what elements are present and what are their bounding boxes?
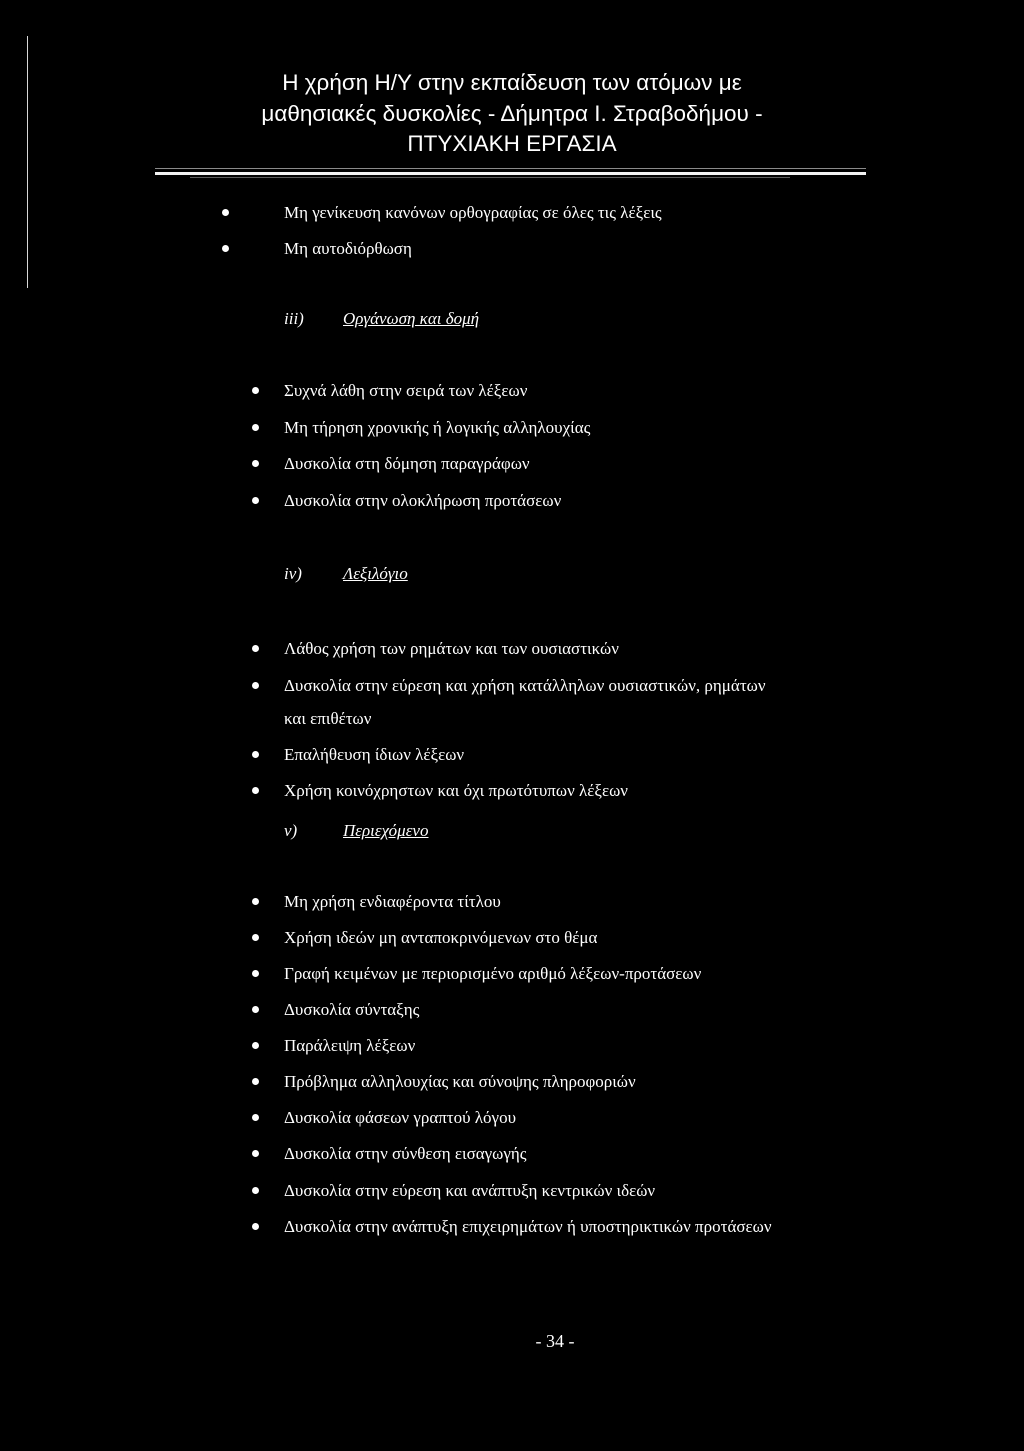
list-item: Μη γενίκευση κανόνων ορθογραφίας σε όλες τις λέξεις bbox=[284, 203, 662, 222]
header-line-3: ΠΤΥΧΙΑΚΗ ΕΡΓΑΣΙΑ bbox=[407, 131, 617, 156]
header-rule bbox=[155, 172, 866, 175]
list-item: Δυσκολία φάσεων γραπτού λόγου bbox=[284, 1108, 516, 1127]
section-number: v) bbox=[284, 821, 298, 840]
header-rule-thin bbox=[155, 168, 866, 169]
bullet-icon bbox=[252, 460, 259, 467]
bullet-icon bbox=[252, 682, 259, 689]
section-title: Περιεχόμενο bbox=[343, 821, 429, 840]
list-item: Δυσκολία στην ανάπτυξη επιχειρημάτων ή υποστηρικτικών προτάσεων bbox=[284, 1217, 772, 1236]
section-number: iii) bbox=[284, 309, 304, 328]
list-item: Συχνά λάθη στην σειρά των λέξεων bbox=[284, 381, 528, 400]
list-item: Μη τήρηση χρονικής ή λογικής αλληλουχίας bbox=[284, 418, 591, 437]
bullet-icon bbox=[252, 751, 259, 758]
header-line-2: μαθησιακές δυσκολίες - Δήμητρα Ι. Στραβοδήμου - bbox=[261, 100, 763, 126]
bullet-icon bbox=[252, 970, 259, 977]
section-title: Οργάνωση και δομή bbox=[343, 309, 480, 328]
bullet-icon bbox=[252, 1042, 259, 1049]
bullet-icon bbox=[252, 1223, 259, 1230]
bullet-icon bbox=[222, 209, 229, 216]
bullet-icon bbox=[252, 1150, 259, 1157]
list-item-continuation: και επιθέτων bbox=[284, 709, 372, 728]
running-header bbox=[0, 68, 1024, 160]
bullet-icon bbox=[252, 1114, 259, 1121]
list-item: Μη αυτοδιόρθωση bbox=[284, 239, 412, 258]
list-item: Δυσκολία σύνταξης bbox=[284, 1000, 420, 1019]
list-item: Δυσκολία στη δόμηση παραγράφων bbox=[284, 454, 530, 473]
bullet-icon bbox=[252, 898, 259, 905]
page-number: - 34 - bbox=[535, 1331, 575, 1351]
bullet-icon bbox=[252, 497, 259, 504]
list-item: Χρήση κοινόχρηστων και όχι πρωτότυπων λέξεων bbox=[284, 781, 628, 800]
bullet-icon bbox=[252, 387, 259, 394]
list-item: Δυσκολία στην εύρεση και χρήση κατάλληλων ουσιαστικών, ρημάτων bbox=[284, 676, 766, 695]
bullet-icon bbox=[252, 934, 259, 941]
list-item: Δυσκολία στην σύνθεση εισαγωγής bbox=[284, 1144, 527, 1163]
bullet-icon bbox=[252, 424, 259, 431]
section-number: iv) bbox=[284, 564, 302, 583]
bullet-icon bbox=[222, 245, 229, 252]
list-item: Πρόβλημα αλληλουχίας και σύνοψης πληροφοριών bbox=[284, 1072, 636, 1091]
section-title: Λεξιλόγιο bbox=[343, 564, 408, 583]
list-item: Επαλήθευση ίδιων λέξεων bbox=[284, 745, 465, 764]
list-item: Γραφή κειμένων με περιορισμένο αριθμό λέξεων-προτάσεων bbox=[284, 964, 702, 983]
bullet-icon bbox=[252, 645, 259, 652]
bullet-icon bbox=[252, 787, 259, 794]
bullet-icon bbox=[252, 1078, 259, 1085]
list-item: Δυσκολία στην εύρεση και ανάπτυξη κεντρικών ιδεών bbox=[284, 1181, 656, 1200]
bullet-icon bbox=[252, 1187, 259, 1194]
header-rule-under bbox=[190, 177, 790, 178]
header-line-1: Η χρήση Η/Υ στην εκπαίδευση των ατόμων με bbox=[282, 70, 742, 95]
list-item: Παράλειψη λέξεων bbox=[284, 1036, 416, 1055]
list-item: Μη χρήση ενδιαφέροντα τίτλου bbox=[284, 892, 501, 911]
list-item: Λάθος χρήση των ρημάτων και των ουσιαστικών bbox=[284, 639, 619, 658]
list-item: Δυσκολία στην ολοκλήρωση προτάσεων bbox=[284, 491, 562, 510]
bullet-icon bbox=[252, 1006, 259, 1013]
list-item: Χρήση ιδεών μη ανταποκρινόμενων στο θέμα bbox=[284, 928, 598, 947]
